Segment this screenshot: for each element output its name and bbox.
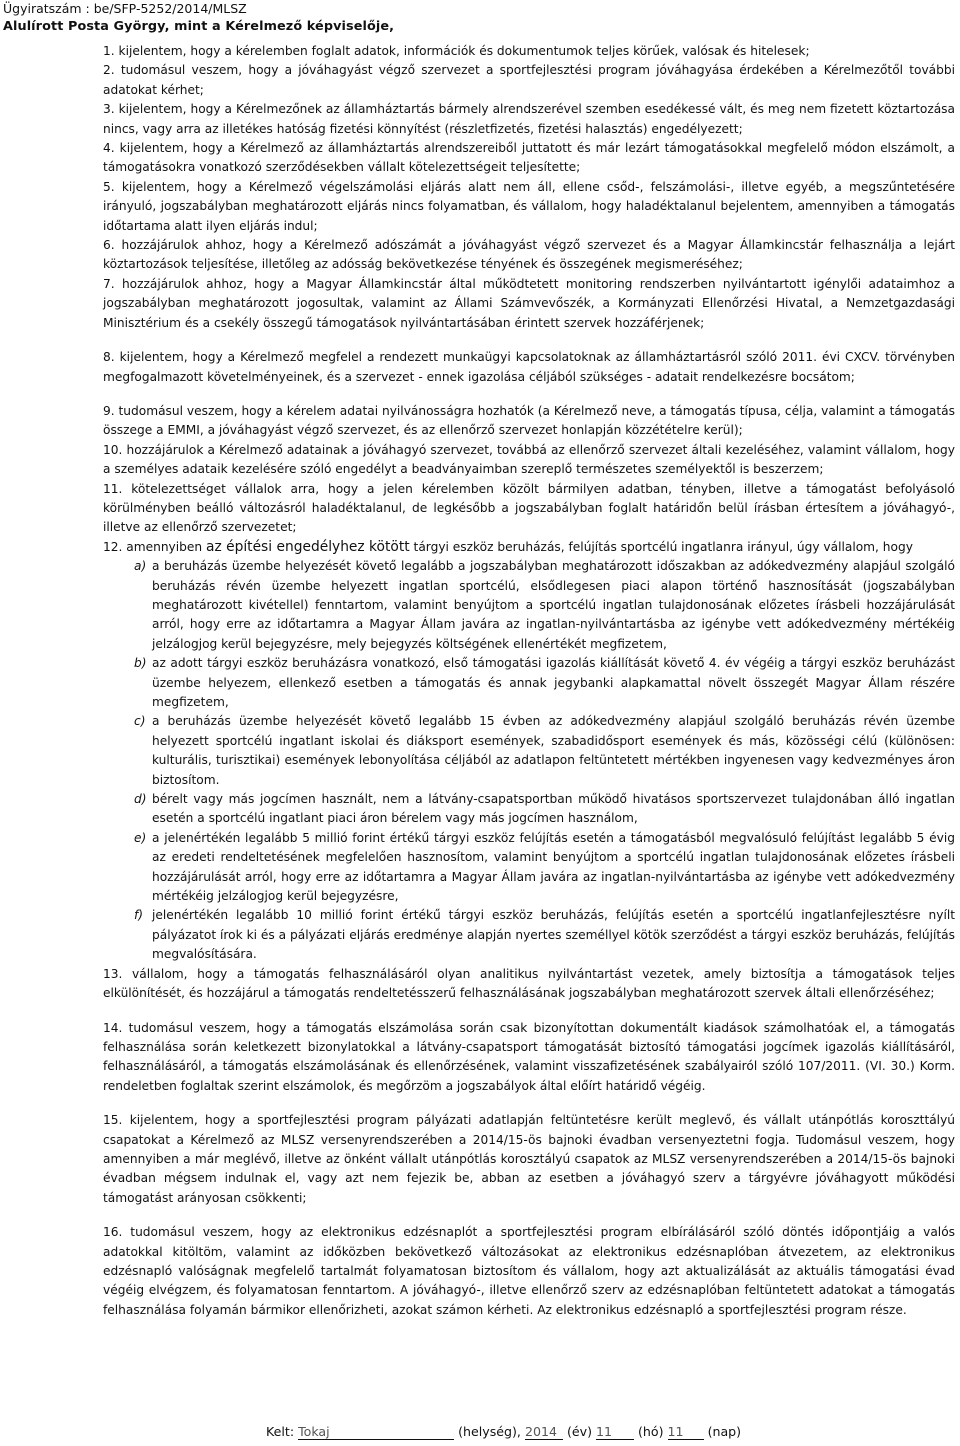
item-text: kijelentem, hogy a Kérelmezőnek az államháztartás bármely alrendszerével szemben esedékessé vált, és meg nem fizetett köztartozása nincs, vagy arra az illetékes hatóság fizetési könnyítést (részletfizetés, fizetési halasztás) engedélyezett; bbox=[103, 102, 955, 136]
declaration-item-11 bbox=[103, 480, 955, 538]
item-number: 10. bbox=[103, 442, 123, 457]
item-number: 8. bbox=[103, 350, 115, 365]
item-text: vállalom, hogy a támogatás felhasználásáról olyan analitikus nyilvántartást vezetek, amely biztosítja a támogatások teljes elkülönítését, és hozzájárul a támogatás rendeltetésszerű felhasználásának jogszabályban meghatározott szervek általi ellenőrzéséhez; bbox=[103, 966, 955, 1001]
declaration-item-3 bbox=[103, 100, 955, 139]
document-reference-number: Ügyiratszám : be/SFP-5252/2014/MLSZ bbox=[3, 1, 247, 16]
sub-item-text: jelenértékén legalább 10 millió forint értékű tárgyi eszköz beruházás, felújítás esetén a sportcélú ingatlanfejlesztésre nyílt pályázatot írok ki és a pályázati eljárás eredménye alapján nyertes személlyel kötök szerződést a tárgyi eszköz beruházás, felújítás megvalósítására. bbox=[152, 908, 955, 962]
declaration-item-9 bbox=[103, 402, 955, 441]
sub-item-text: a beruházás üzembe helyezését követő legalább a jogszabályban meghatározott időszakban az adókedvezmény alapjául szolgáló beruházás révén üzembe helyezett ingatlan sportcélú, elsődlegesen piaci alapon történő hasznosítását (jogszabályban meghatározott kivétellel) fenntartom, valamint benyújtom a sportcélú ingatlan tulajdonosának előzetes írásbeli hozzájárulását arról, hogy erre az időtartamra a Magyar Állam javára az ingatlan-nyilvántartásba az igénybe vett adókedvezmény mértékéig jelzálogjog kerül bejegyzésre, mely bejegyzés költségének ellenértékét megfizetem, bbox=[152, 559, 955, 651]
sub-item-d bbox=[103, 790, 955, 829]
declaration-item-16 bbox=[103, 1223, 955, 1320]
sub-item-letter: f) bbox=[134, 908, 144, 923]
place-field[interactable]: Tokaj bbox=[298, 1425, 454, 1440]
sub-item-f bbox=[103, 906, 955, 964]
item-text: kijelentem, hogy a sportfejlesztési program pályázati adatlapján feltüntetésre került meglevő, és vállalt utánpótlás koroszttályú csapatokat a Kérelmező az MLSZ versenyrendszerében a 2014/15-ös bajnoki évadban versenyeztetni fogja. Tudomásul veszem, hogy amennyiben a már meglévő, illetve az önként vállalt utánpótlás korosztályú csapatok az MLSZ versenyrendszerében a 2014/15-ös bajnoki évadban mégsem indulnak el, vagy azt nem fejezik be, abban az esetben a jóváhagyó szerv a tárgyévre jóváhagyott működési támogatást arányosan csökkenti; bbox=[103, 1113, 956, 1205]
declarant-heading: Alulírott Posta György, mint a Kérelmező képviselője, bbox=[3, 19, 395, 34]
item-number: 7. bbox=[103, 276, 115, 291]
declaration-item-14 bbox=[103, 1019, 955, 1097]
declaration-item-12 bbox=[103, 538, 955, 965]
item-text-emphasis: az építési engedélyhez kötött bbox=[206, 538, 410, 555]
day-suffix: (nap) bbox=[707, 1424, 742, 1439]
item-text: tudomásul veszem, hogy az elektronikus edzésnaplót a sportfejlesztési program elbírálásáról szóló döntés időpontjáig a valós adatokkal kitöltöm, valamint az időközben bekövetkező változásokat az elektronikus edzésnaplóban átvezetem, az elektronikus edzésnapló valóságnak megfelelő tartalmát folyamatosan biztosítom és vállalom, hogy azt aktualizálását az aktuális támogatási évad végéig elvégzem, és folyamatosan fenntartom. A jóváhagyó-, illetve ellenőrző szerv az edzésnaplóban feltüntetett adatokat a támogatás felhasználása folyamán bármikor ellenőrizheti, azokat számon kérheti. Az elektronikus edzésnapló a sportfejlesztési program része. bbox=[103, 1225, 956, 1317]
item-text: tárgyi eszköz beruházás, felújítás sportcélú ingatlanra irányul, úgy vállalom, hogy bbox=[413, 539, 913, 554]
item-number: 16. bbox=[103, 1225, 123, 1240]
item-text: tudomásul veszem, hogy a jóváhagyást végző szervezet a sportfejlesztési program jóváhagyása érdekében a Kérelmezőtől további adatokat kérhet; bbox=[103, 63, 955, 97]
declaration-item-8 bbox=[103, 348, 955, 387]
item-number: 2. bbox=[103, 63, 115, 78]
item-text: kötelezettséget vállalok arra, hogy a jelen kérelemben közölt bármilyen adatban, tényben, illetve a támogatást befolyásoló körülményben beálló változásról haladéktalanul, de legkésőbb a jogszabályban foglalt határidőn belül írásban értesítem a jóváhagyó-, illetve az ellenőrző szervezetet; bbox=[103, 481, 956, 535]
sub-item-e bbox=[103, 829, 955, 907]
item-number: 6. bbox=[103, 238, 115, 253]
item-number: 15. bbox=[103, 1113, 123, 1128]
kelt-label: Kelt: bbox=[266, 1424, 295, 1439]
item-number: 12. bbox=[103, 539, 123, 554]
item-text: hozzájárulok ahhoz, hogy a Kérelmező adószámát a jóváhagyást végző szervezet és a Magyar Államkincstár felhasználja a lejárt köztartozások teljesítése, illetőleg az adósság bekövetkezése tényének és összegének megismeréséhez; bbox=[103, 238, 955, 272]
sub-item-b bbox=[103, 654, 955, 712]
item-number: 13. bbox=[103, 966, 123, 981]
declaration-item-7 bbox=[103, 275, 955, 333]
item-number: 14. bbox=[103, 1020, 123, 1035]
item-text: kijelentem, hogy a kérelemben foglalt adatok, információk és dokumentumok teljes körűek, valósak és hitelesek; bbox=[118, 44, 810, 58]
declaration-item-10 bbox=[103, 441, 955, 480]
declaration-item-4 bbox=[103, 139, 955, 178]
declaration-item-5 bbox=[103, 178, 955, 236]
item-number: 5. bbox=[103, 179, 115, 194]
sub-list bbox=[103, 557, 955, 965]
item-number: 3. bbox=[103, 102, 115, 117]
sub-item-letter: c) bbox=[134, 714, 146, 729]
year-field[interactable]: 2014 bbox=[525, 1425, 563, 1440]
sub-item-text: a jelenértékén legalább 5 millió forint értékű tárgyi eszköz felújítás esetén a támogatásból megvalósuló felújítást legalább 5 évig az eredeti rendeltetésének megfelelően hasznosítom, valamint benyújtom a sportcélú ingatlan tulajdonosának előzetes írásbeli hozzájárulását arról, hogy erre az időtartamra a Magyar Állam javára az ingatlan-nyilvántartásba az igénybe vett adókedvezmény mértékéig jelzálogjog kerül bejegyzésre, bbox=[152, 830, 955, 904]
sub-item-text: bérelt vagy más jogcímen használt, nem a látvány-csapatsportban működő hivatásos sportszervezet tulajdonában álló ingatlan esetén a sportcélú ingatlant piaci áron bérelem vagy más jogcímen használom, bbox=[152, 792, 955, 826]
signature-date-line bbox=[266, 1424, 741, 1440]
year-suffix: (év) bbox=[566, 1424, 592, 1439]
item-number: 1. bbox=[103, 44, 115, 58]
item-number: 11. bbox=[103, 481, 123, 496]
item-text: hozzájárulok a Kérelmező adatainak a jóváhagyó szervezet, továbbá az ellenőrző szervezet általi kezeléséhez, valamint vállalom, hogy a személyes adataik kezelésére szóló engedélyt a beadványaimban szereplő természetes személyektől is beszerzem; bbox=[103, 442, 956, 477]
item-text: kijelentem, hogy a Kérelmező végelszámolási eljárás alatt nem áll, ellene csőd-, felszámolási-, illetve egyéb, a megszűntetésére irányuló, jogszabályban meghatározott eljárás nincs folyamatban, és vállalom, hogy haladéktalanul bejelentem, amennyiben a támogatás időtartama alatt ilyen eljárás indul; bbox=[103, 179, 955, 233]
sub-item-c bbox=[103, 712, 955, 790]
declaration-item-13 bbox=[103, 965, 955, 1004]
month-field[interactable]: 11 bbox=[596, 1425, 634, 1440]
sub-item-letter: e) bbox=[134, 830, 147, 845]
place-suffix: (helység), bbox=[458, 1424, 521, 1439]
month-suffix: (hó) bbox=[638, 1424, 664, 1439]
sub-item-text: a beruházás üzembe helyezését követő legalább 15 évben az adókedvezmény alapjául szolgáló beruházás révén üzembe helyezett sportcélú ingatlant iskolai és diáksport események, szabadidősport események és más, közösségi célú (különösen: kulturális, turisztikai) események lebonyolítása céljából az adatlapon feltüntetett mértékben ingyenesen vagy kedvezményes áron biztosítom. bbox=[152, 714, 955, 787]
declaration-item-2 bbox=[103, 61, 955, 100]
item-number: 4. bbox=[103, 141, 115, 156]
item-text: hozzájárulok ahhoz, hogy a Magyar Államkincstár által működtetett monitoring rendszerben nyilvántartott igénylői adataimhoz a jogszabályban meghatározott jogosultak, valamint az Állami Számvevőszék, a Kormányzati Ellenőrzési Hivatal, a Nemzetgazdasági Minisztérium és a csekély összegű támogatások nyilvántartásában érintett szervek hozzáférjenek; bbox=[103, 276, 956, 330]
declaration-item-15 bbox=[103, 1111, 955, 1208]
sub-item-letter: d) bbox=[134, 792, 147, 807]
item-text: kijelentem, hogy a Kérelmező megfelel a rendezett munkaügyi kapcsolatoknak az államháztartásról szóló 2011. évi CXCV. törvényben megfogalmazott követelményeinek, és a szervezet - ennek igazolása céljából szükséges - adatait rendelkezésre bocsátom; bbox=[103, 350, 955, 384]
item-text: kijelentem, hogy a Kérelmező az államháztartás alrendszereiből juttatott és már lezárt támogatásokkal megfelelő módon elszámolt, a támogatásokra vonatkozó szerződésekben vállalt kötelezettségeit teljesítette; bbox=[103, 141, 956, 175]
day-field[interactable]: 11 bbox=[668, 1425, 704, 1440]
item-text: tudomásul veszem, hogy a kérelem adatai nyilvánosságra hozhatók (a Kérelmező neve, a támogatás típusa, célja, valamint a támogatás összege a EMMI, a jóváhagyást végző szervezet, és az ellenőrző szervezet honlapján közzétételre kerül); bbox=[103, 403, 955, 438]
item-number: 9. bbox=[103, 403, 115, 418]
item-text: tudomásul veszem, hogy a támogatás elszámolása során csak bizonyítottan dokumentált kiadások számolhatóak el, a támogatás felhasználása során keletkezett bizonylatokkal a látvány-csapatsport támogatását biztosító támogatási jogcímek igazolás kiállításáról, felhasználásáról, a támogatás elszámolásának és ellenőrzésének, valamint visszafizetésének szabályairól szóló 107/2011. (VI. 30.) Korm. rendeletben foglaltak szerint elszámolok, és megőrzöm a jogszabályok által előírt határidő végéig. bbox=[103, 1020, 955, 1093]
sub-item-a bbox=[103, 557, 955, 654]
sub-item-letter: b) bbox=[134, 656, 147, 671]
item-text-lead: amennyiben bbox=[126, 539, 203, 554]
sub-item-text: az adott tárgyi eszköz beruházásra vonatkozó, első támogatási igazolás kiállítását követő 4. év végéig a tárgyi eszköz beruházást üzembe helyezem, ellenkező esetben a támogatás és annak jegybanki alapkamattal növelt összegét Magyar Állam részére megfizetem, bbox=[152, 656, 955, 709]
declaration-item-6 bbox=[103, 236, 955, 275]
sub-item-letter: a) bbox=[134, 559, 147, 574]
declaration-list bbox=[103, 42, 955, 1320]
declaration-item-1 bbox=[103, 42, 955, 61]
